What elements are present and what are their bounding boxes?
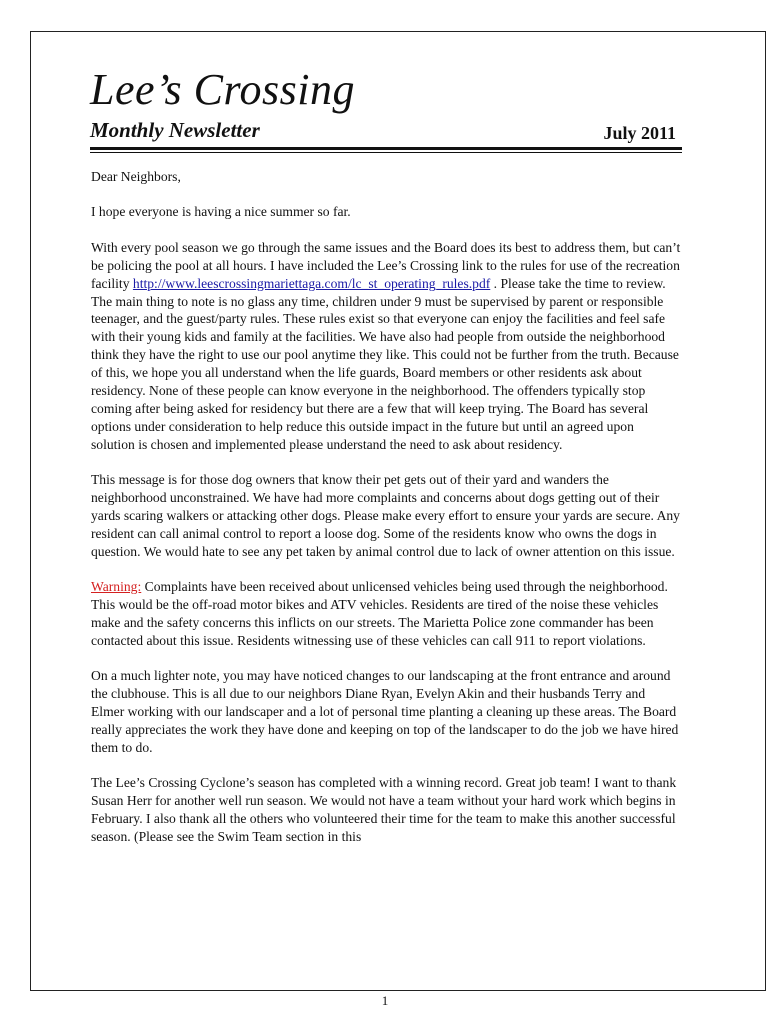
newsletter-body bbox=[91, 168, 681, 864]
greeting-paragraph: Dear Neighbors, bbox=[91, 169, 181, 184]
warning-paragraph bbox=[91, 578, 681, 650]
pool-text-after-link: . Please take the time to review. The main thing to note is no glass any time, children under 9 must be supervised by parent or responsible teenager, and the guest/party rules. These rules exist so that everyone can enjoy the facilities and feel safe with their young kids and family at the facilities. We have also had people from outside the neighborhood think they have the right to use our pool anytime they like. This could not be further from the truth. Because of this, we hope you all understand when the life guards, Board members or other residents ask about residency. None of these people can know everyone in the neighborhood. The offenders typically stop coming after being asked for residency but there are a few that will keep trying. The Board has several options under consideration to help reduce this outside impact in the future but until an agreed upon solution is chosen and implemented please understand the need to ask about residency. bbox=[91, 275, 679, 452]
landscaping-paragraph: On a much lighter note, you may have noticed changes to our landscaping at the front entrance and around the clubhouse. This is all due to our neighbors Diane Ryan, Evelyn Akin and their husbands Terry and Elmer working with our landscaper and a lot of personal time planting a cleaning up these areas. The Board really appreciates the work they have done and keeping on top of the landscaper to do the job we have hired them to do. bbox=[91, 668, 679, 755]
header-rule-thin bbox=[90, 152, 682, 153]
newsletter-title: Lee’s Crossing bbox=[90, 65, 355, 114]
warning-text: Complaints have been received about unlicensed vehicles being used through the neighborhood. This would be the off-road motor bikes and ATV vehicles. Residents are tired of the noise these vehicles make and the safety concerns this inflicts on our streets. The Marietta Police zone commander has been contacted about this issue. Residents witnessing use of these vehicles can call 911 to report violations. bbox=[91, 579, 668, 648]
warning-label: Warning: bbox=[91, 579, 142, 595]
header-rule-thick bbox=[90, 147, 682, 150]
intro-paragraph: I hope everyone is having a nice summer so far. bbox=[91, 204, 351, 220]
pool-rules-link[interactable]: http://www.leescrossingmariettaga.com/lc_st_operating_rules.pdf bbox=[132, 275, 491, 291]
page-number: 1 bbox=[381, 993, 389, 1008]
dogs-paragraph: This message is for those dog owners that know their pet gets out of their yard and wanders the neighborhood unconstrained. We have had more complaints and concerns about dogs getting out of their yards scaring walkers or attacking other dogs. Please make every effort to ensure your yards are secure. Any resident can call animal control to report a loose dog. Some of the residents know who owns the dogs in question. We would hate to see any pet taken by animal control due to lack of owner attention on this issue. bbox=[91, 472, 680, 559]
swim-team-paragraph: The Lee’s Crossing Cyclone’s season has completed with a winning record. Great job team! I want to thank Susan Herr for another well run season. We would not have a team without your hard work which begins in February. I also thank all the others who volunteered their time for the team to make this another successful season. (Please see the Swim Team section in this bbox=[91, 775, 677, 845]
pool-rules-paragraph bbox=[91, 239, 681, 454]
pool-text-before-link: With every pool season we go through the same issues and the Board does its best to address them, but can’t be policing the pool at all hours. I have included the Lee’s Crossing link to the rules for use of the recreation facility bbox=[91, 239, 681, 291]
newsletter-subtitle: Monthly Newsletter bbox=[90, 118, 260, 142]
issue-date: July 2011 bbox=[603, 123, 676, 143]
